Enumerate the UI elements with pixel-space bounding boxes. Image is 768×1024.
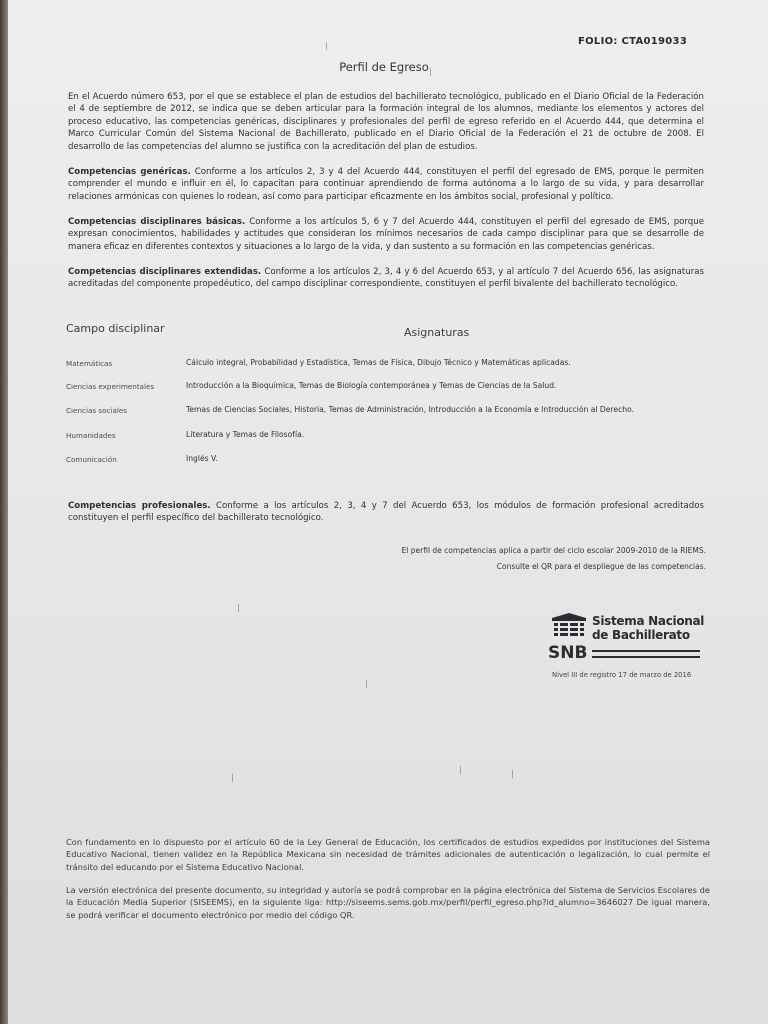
competencias-genericas-paragraph	[68, 166, 704, 203]
snb-logo	[546, 610, 706, 670]
competencias-extendidas-text: Conforme a los artículos 2, 3, 4 y 6 del Acuerdo 653, y al artículo 7 del Acuerdo 656, las asignaturas acreditadas del componente propedéutico, del campo disciplinar correspondiente, constituyen el perfil bivalente del bachillerato tecnológico.	[68, 267, 704, 290]
qr-note: Consulte el QR para el despliegue de las competencias.	[496, 562, 706, 571]
intro-paragraph: En el Acuerdo número 653, por el que se establece el plan de estudios del bachillerato tecnológico, publicado en el Diario Oficial de la Federación el 4 de septiembre de 2012, se indica que se deben articular para la formación integral de los alumnos, mediante los elementos y actores del proceso educativo, las competencias genéricas, disciplinares y profesionales del perfil de egreso referido en el Acuerdo 444, que determina el Marco Curricular Común del Sistema Nacional de Bachillerato, publicado en el Diario Oficial de la Federación el 21 de octubre de 2008. El desarrollo de las competencias del alumno se justifica con la acreditación del plan de estudios.	[68, 92, 704, 152]
asignaturas-cell: Inglés V.	[186, 454, 218, 463]
paper-speck	[326, 42, 327, 50]
folio-number: FOLIO: CTA019033	[578, 36, 688, 47]
table-header-campo: Campo disciplinar	[66, 322, 165, 335]
riems-note: El perfil de competencias aplica a partir del ciclo escolar 2009-2010 de la RIEMS.	[401, 546, 706, 555]
competencias-basicas-label: Competencias disciplinares básicas.	[68, 217, 246, 227]
competencias-profesionales-label: Competencias profesionales.	[68, 501, 211, 511]
asignaturas-cell: Cálculo integral, Probabilidad y Estadística, Temas de Física, Dibujo Técnico y Matemáticas aplicadas.	[186, 358, 571, 367]
table-row	[66, 405, 716, 419]
table-row	[66, 454, 716, 468]
competencias-profesionales-paragraph	[68, 500, 704, 525]
asignaturas-cell: Introducción a la Bioquímica, Temas de Biología contemporánea y Temas de Ciencias de la Salud.	[186, 381, 557, 390]
legal-footer-paragraph: Con fundamento en lo dispuesto por el artículo 60 de la Ley General de Educación, los certificados de estudios expedidos por instituciones del Sistema Educativo Nacional, tienen validez en la República Mexicana sin necesidad de trámites adicionales de autenticación o legalización, lo cual permite el tránsito del educando por el Sistema Educativo Nacional.	[66, 837, 710, 872]
page-shadow-edge	[0, 0, 8, 1024]
paper-speck	[238, 604, 239, 612]
electronic-version-paragraph: La versión electrónica del presente documento, su integridad y autoría se podrá comprobar en la página electrónica del Sistema de Servicios Escolares de la Educación Media Superior (SISEEMS), en la siguiente liga: http://siseems.sems.gob.mx/perfil/perfil_egreso.php?id_alumno=3646027 De igual manera, se podrá verificar el documento electrónico por medio del código QR.	[66, 885, 710, 920]
competencias-profesionales-text: Conforme a los artículos 2, 3, 4 y 7 del Acuerdo 653, los módulos de formación profesional acreditados constituyen el perfil específico del bachillerato tecnológico.	[68, 501, 704, 524]
campo-cell: Ciencias sociales	[66, 406, 128, 415]
logo-name-line1: Sistema Nacional	[592, 614, 705, 628]
campo-cell: Comunicación	[66, 455, 117, 464]
logo-name-line2: de Bachillerato	[592, 628, 690, 642]
snb-building-icon	[550, 612, 588, 640]
paper-speck	[460, 766, 461, 774]
table-row	[66, 358, 716, 372]
registro-nivel: Nivel III de registro 17 de marzo de 2016	[552, 671, 692, 679]
competencias-basicas-text: Conforme a los artículos 5, 6 y 7 del Acuerdo 444, constituyen el perfil del egresado de EMS, porque expresan conocimientos, habilidades y actitudes que consideran los mínimos necesarios de cada campo disciplinar para que se desarrolle de manera eficaz en diferentes contextos y situaciones a lo largo de la vida, y dan sustento a su formación en las competencias genéricas.	[68, 217, 704, 252]
asignaturas-cell: Literatura y Temas de Filosofía.	[186, 430, 305, 439]
paper-speck	[366, 680, 367, 688]
logo-rule	[592, 656, 700, 658]
paper-speck	[430, 68, 431, 76]
paper-speck	[512, 770, 513, 778]
competencias-genericas-text: Conforme a los artículos 2, 3 y 4 del Acuerdo 444, constituyen el perfil del egresado de EMS, porque le permiten comprender el mundo e influir en él, lo capacitan para continuar aprendiendo de forma autónoma a lo largo de su vida, y para desarrollar relaciones armónicas con quienes lo rodean, así como para participar eficazmente en los ámbitos social, profesional y político.	[68, 167, 704, 202]
competencias-genericas-label: Competencias genéricas.	[68, 167, 191, 177]
logo-rule	[592, 650, 700, 652]
table-row	[66, 430, 716, 444]
table-row	[66, 381, 716, 395]
table-header-asignaturas: Asignaturas	[404, 326, 470, 339]
logo-abbreviation: SNB	[548, 643, 588, 663]
campo-cell: Ciencias experimentales	[66, 382, 155, 391]
asignaturas-cell: Temas de Ciencias Sociales, Historia, Temas de Administración, Introducción a la Economía e Introducción al Derecho.	[186, 405, 634, 414]
campo-cell: Humanidades	[66, 431, 116, 440]
paper-speck	[232, 774, 233, 782]
page-title: Perfil de Egreso	[339, 60, 429, 74]
campo-cell: Matemáticas	[66, 359, 113, 368]
competencias-basicas-paragraph	[68, 216, 704, 253]
competencias-extendidas-label: Competencias disciplinares extendidas.	[68, 267, 262, 277]
competencias-extendidas-paragraph	[68, 266, 704, 291]
